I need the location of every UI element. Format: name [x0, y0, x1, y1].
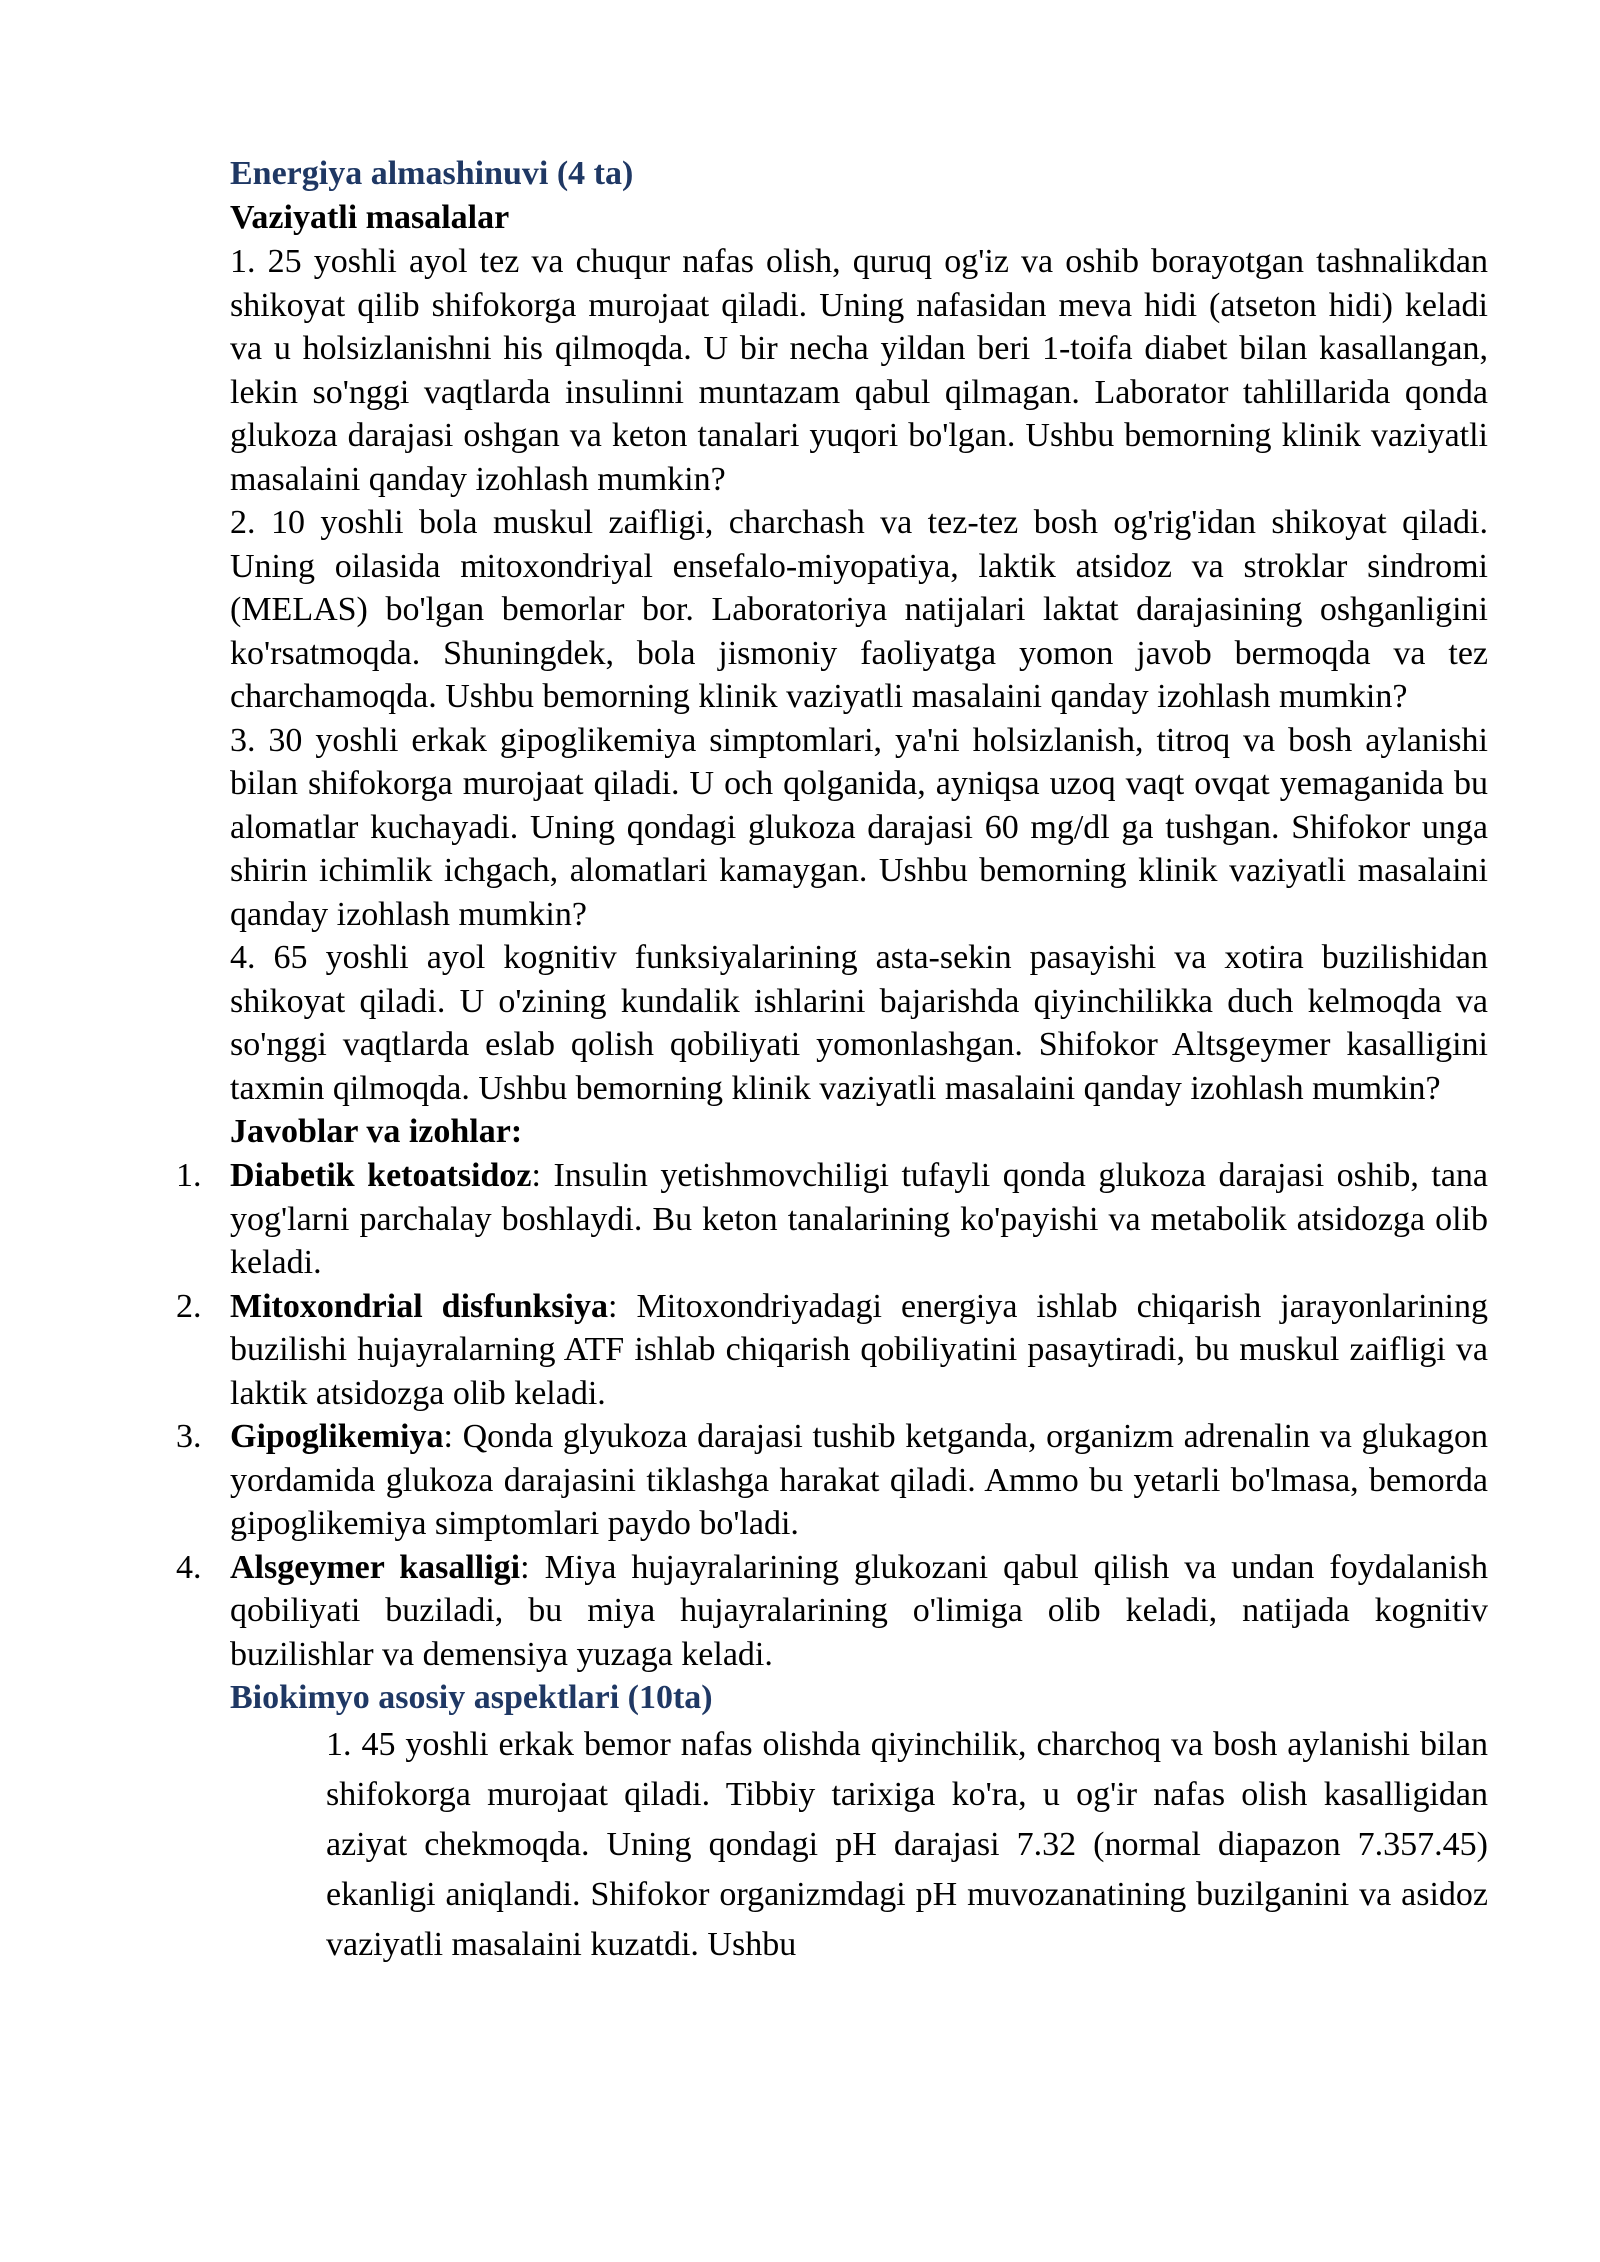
- answer-number: 2.: [176, 1287, 202, 1325]
- answer-term: Diabetik ketoatsidoz: [230, 1157, 532, 1194]
- document-page: [176, 152, 1488, 1970]
- answer-term: Mitoxondrial disfunksiya: [230, 1287, 608, 1325]
- answer-text: : Insulin yetishmovchiligi tufayli qonda glukoza darajasi oshib, tana yog'larni parchalay boshlaydi. Bu keton tanalarining ko'payishi va metabolik atsidozga olib keladi.: [230, 1157, 1488, 1281]
- answer-number: 1.: [176, 1157, 202, 1194]
- section-heading-biochemistry: Biokimyo asosiy aspektlari (10ta): [230, 1679, 713, 1716]
- answer-item: [176, 1285, 1488, 1416]
- case-paragraph: 4. 65 yoshli ayol kognitiv funksiyalarining asta-sekin pasayishi va xotira buzilishidan shikoyat qiladi. U o'zining kundalik ishlarini bajarishda qiyinchilikka duch kelmoqda va so'nggi vaqtlarda eslab qolish qobiliyati yomonlashgan. Shifokor Altsgeymer kasalligini taxmin qilmoqda. Ushbu bemorning klinik vaziyatli masalaini qanday izohlash mumkin?: [230, 939, 1488, 1107]
- case-paragraph: 1. 25 yoshli ayol tez va chuqur nafas olish, quruq og'iz va oshib borayotgan tashnalikdan shikoyat qilib shifokorga murojaat qiladi. Uning nafasidan meva hidi (atseton hidi) keladi va u holsizlanishni his qilmoqda. U bir necha yildan beri 1-toifa diabet bilan kasallangan, lekin so'nggi vaqtlarda insulinni muntazam qabul qilmagan. Laborator tahlillarida qonda glukoza darajasi oshgan va keton tanalari yuqori bo'lgan. Ushbu bemorning klinik vaziyatli masalaini qanday izohlash mumkin?: [230, 243, 1488, 498]
- answer-item: [176, 1415, 1488, 1546]
- answers-list: [176, 1154, 1488, 1676]
- answer-item: [176, 1546, 1488, 1677]
- answer-term: Gipoglikemiya: [230, 1418, 444, 1455]
- answer-text: : Mitoxondriyadagi energiya ishlab chiqarish jarayonlarining buzilishi hujayralarning ATF ishlab chiqarish qobiliyatini pasaytiradi, bu muskul zaifligi va laktik atsidozga olib keladi.: [230, 1287, 1488, 1412]
- case-paragraph: 2. 10 yoshli bola muskul zaifligi, charchash va tez-tez bosh og'rig'idan shikoyat qiladi. Uning oilasida mitoxondriyal ensefalo-miyopatiya, laktik atsidoz va stroklar sindromi (MELAS) bo'lgan bemorlar bor. Laboratoriya natijalari laktat darajasining oshganligini ko'rsatmoqda. Shuningdek, bola jismoniy faoliyatga yomon javob bermoqda va tez charchamoqda. Ushbu bemorning klinik vaziyatli masalaini qanday izohlash mumkin?: [230, 504, 1488, 715]
- section-heading-energy: Energiya almashinuvi (4 ta): [230, 155, 634, 192]
- answer-text: : Miya hujayralarining glukozani qabul qilish va undan foydalanish qobiliyati buziladi, bu miya hujayralarining o'limiga olib keladi, natijada kognitiv buzilishlar va demensiya yuzaga keladi.: [230, 1548, 1488, 1673]
- section-subheading-cases: Vaziyatli masalalar: [230, 199, 510, 236]
- answer-number: 4.: [176, 1548, 202, 1586]
- answers-heading: Javoblar va izohlar:: [230, 1113, 523, 1150]
- case-paragraph: 1. 45 yoshli erkak bemor nafas olishda qiyinchilik, charchoq va bosh aylanishi bilan shifokorga murojaat qiladi. Tibbiy tarixiga ko'ra, u og'ir nafas olish kasalligidan aziyat chekmoqda. Uning qondagi pH darajasi 7.32 (normal diapazon 7.357.45) ekanligi aniqlandi. Shifokor organizmdagi pH muvozanatining buzilganini va asidoz vaziyatli masalaini kuzatdi. Ushbu: [326, 1726, 1488, 1963]
- biochemistry-case-block: [326, 1720, 1488, 1970]
- answer-number: 3.: [176, 1418, 202, 1455]
- answer-text: : Qonda glyukoza darajasi tushib ketganda, organizm adrenalin va glukagon yordamida glukoza darajasini tiklashga harakat qiladi. Ammo bu yetarli bo'lmasa, bemorda gipoglikemiya simptomlari paydo bo'ladi.: [230, 1418, 1488, 1542]
- answer-item: [176, 1154, 1488, 1285]
- case-paragraph: 3. 30 yoshli erkak gipoglikemiya simptomlari, ya'ni holsizlanish, titroq va bosh aylanishi bilan shifokorga murojaat qiladi. U och qolganida, ayniqsa uzoq vaqt ovqat yemaganida bu alomatlar kuchayadi. Uning qondagi glukoza darajasi 60 mg/dl ga tushgan. Shifokor unga shirin ichimlik ichgach, alomatlari kamaygan. Ushbu bemorning klinik vaziyatli masalaini qanday izohlash mumkin?: [230, 721, 1488, 933]
- answer-term: Alsgeymer kasalligi: [230, 1548, 521, 1586]
